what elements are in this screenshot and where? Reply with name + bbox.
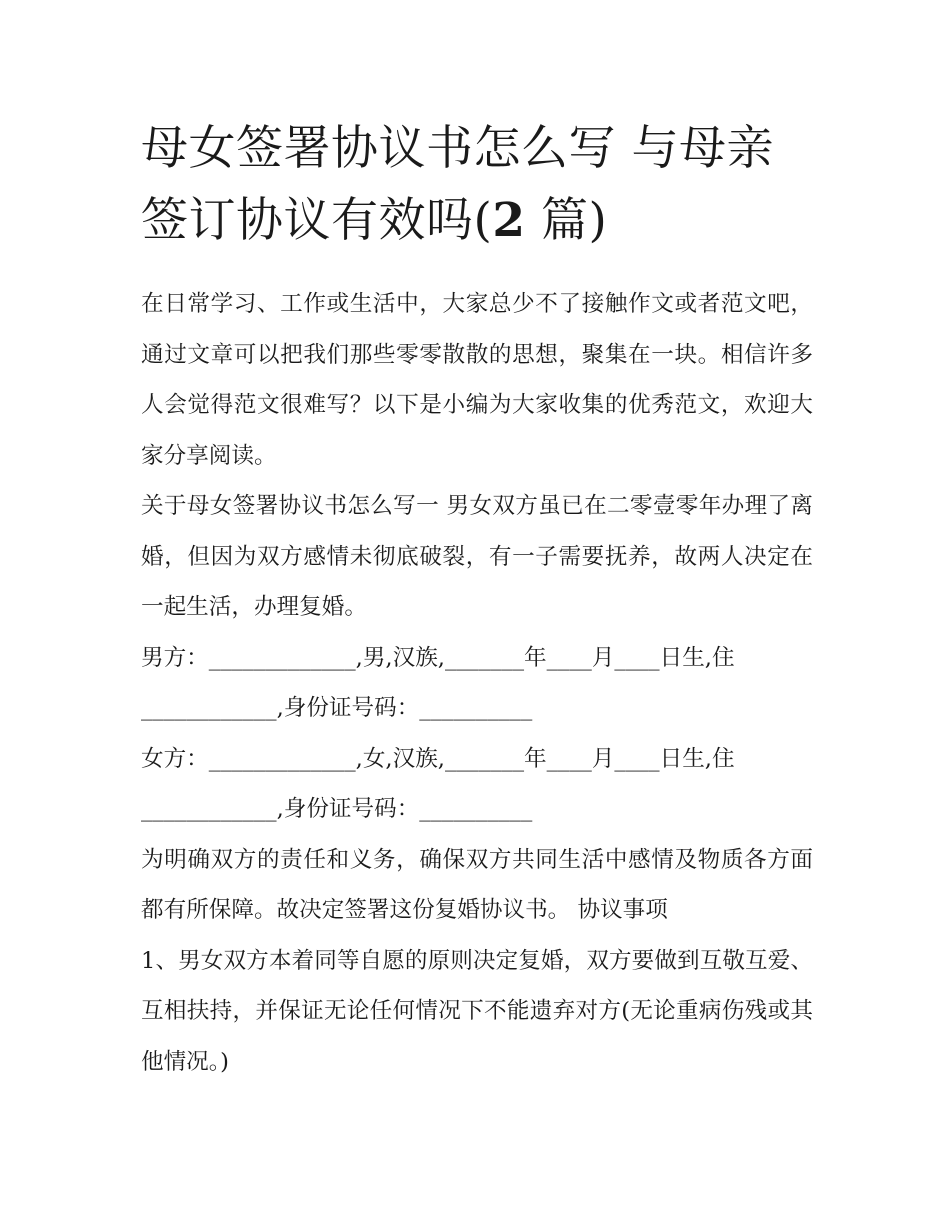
title-count: 2	[492, 193, 526, 248]
female-id-line: ____________,身份证号码：__________	[141, 796, 533, 822]
female-party-line: 女方：_____________,女,汉族,_______年____月____日生,住	[141, 745, 735, 772]
document-page	[141, 113, 813, 1087]
purpose-paragraph: 为明确双方的责任和义务，确保双方共同生活中感情及物质各方面都有所保障。故决定签署这份复婚协议书。 协议事项	[141, 846, 813, 923]
document-body	[141, 279, 813, 1087]
male-id-line: ____________,身份证号码：__________	[141, 695, 533, 721]
title-suffix: 篇)	[525, 193, 608, 248]
agreement-item-1: 1、男女双方本着同等自愿的原则决定复婚，双方要做到互敬互爱、互相扶持，并保证无论任何情况下不能遗弃对方(无论重病伤残或其他情况。)	[141, 947, 813, 1075]
title-text: 母女签署协议书怎么写 与母亲签订协议有效吗(	[141, 121, 774, 248]
male-party-line: 男方：_____________,男,汉族,_______年____月____日生,住	[141, 644, 735, 671]
document-title	[141, 113, 813, 257]
intro-paragraph: 在日常学习、工作或生活中，大家总少不了接触作文或者范文吧，通过文章可以把我们那些零零散散的思想，聚集在一块。相信许多人会觉得范文很难写？以下是小编为大家收集的优秀范文，欢迎大家分享阅读。	[141, 291, 813, 469]
background-paragraph: 关于母女签署协议书怎么写一 男女双方虽已在二零壹零年办理了离婚，但因为双方感情未彻底破裂，有一子需要抚养，故两人决定在一起生活，办理复婚。	[141, 493, 813, 620]
